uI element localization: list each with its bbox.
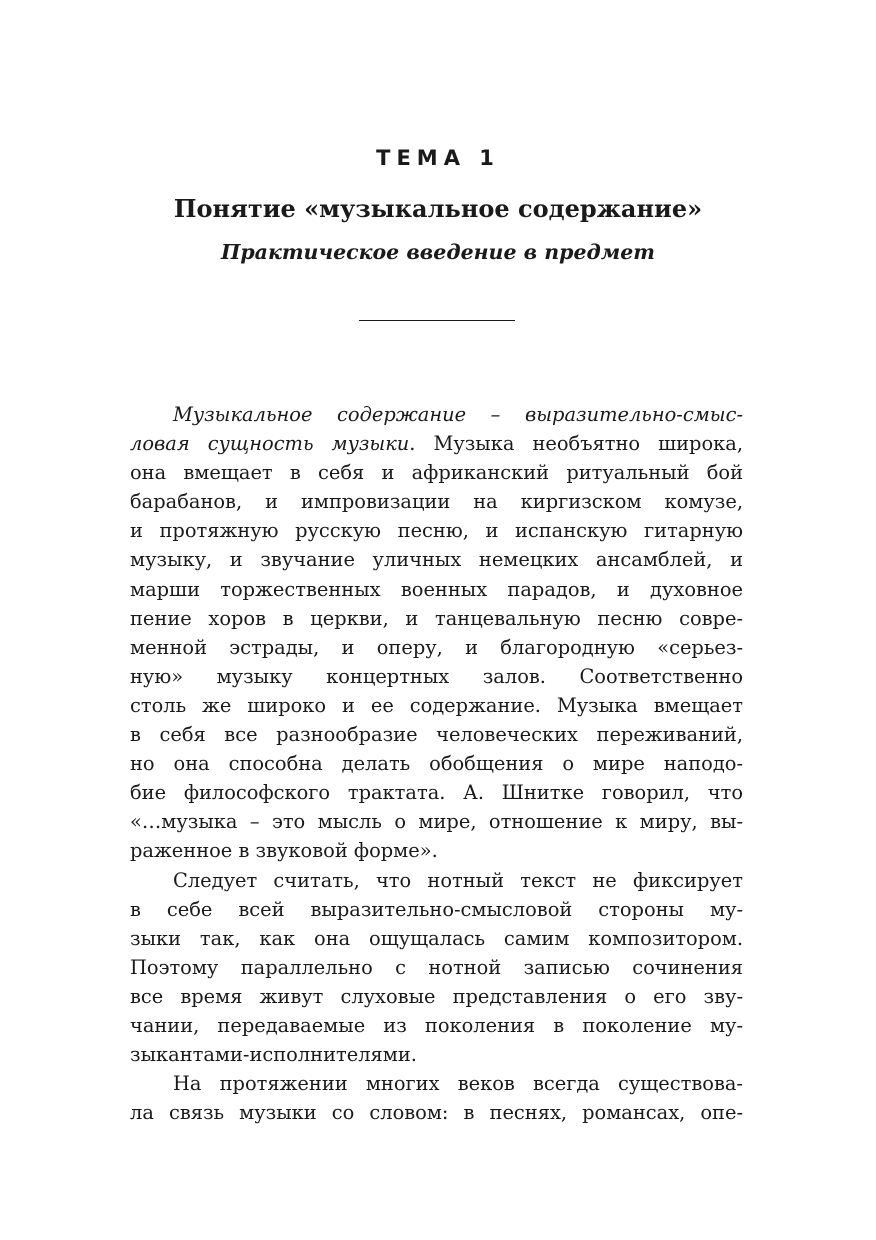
text-line: пение хоров в церкви, и танцевальную песню совре- (130, 606, 743, 630)
term-emphasis: ловая сущность музыки (130, 432, 410, 456)
chapter-title: Понятие «музыкальное содержание» (173, 194, 703, 223)
term-emphasis: Музыкальное содержание – выразительно-смыс- (173, 403, 743, 426)
text-line: ную» музыку концертных залов. Соответственно (130, 664, 743, 688)
text-line: марши торжественных военных парадов, и духовное (130, 577, 743, 601)
text-line: все время живут слуховые представления о его зву- (130, 984, 743, 1008)
chapter-subtitle: Практическое введение в предмет (220, 240, 655, 264)
text-line (130, 429, 743, 458)
text-line: «…музыка – это мысль о мире, отношение к миру, вы- (130, 810, 743, 834)
text-line: менной эстрады, и оперу, и благородную «серьез- (130, 635, 743, 659)
text-line: столь же широко и ее содержание. Музыка вмещает (130, 693, 743, 717)
text-line: бие философского трактата. А. Шнитке говорил, что (130, 781, 743, 805)
text-line: На протяжении многих веков всегда существова- (173, 1072, 743, 1096)
text-line: и протяжную русскую песню, и испанскую гитарную (130, 519, 743, 543)
section-divider (359, 320, 515, 321)
text-line: но она способна делать обобщения о мире наподо- (130, 752, 743, 776)
text-line: музыку, и звучание уличных немецких ансамблей, и (130, 548, 743, 572)
topic-label: ТЕМА 1 (376, 146, 500, 170)
text-line (130, 400, 743, 429)
text-line: барабанов, и импровизации на киргизском комузе, (130, 490, 743, 514)
text-line: в себя все разнообразие человеческих переживаний, (130, 723, 743, 747)
text-line: в себе всей выразительно-смысловой стороны му- (130, 897, 743, 921)
text-line: ла связь музыки со словом: в песнях, романсах, опе- (130, 1101, 743, 1125)
text-line: зыкантами-исполнителями. (130, 1043, 417, 1067)
text-line: чании, передаваемые из поколения в поколение му- (130, 1013, 743, 1037)
text-line: Поэтому параллельно с нотной записью сочинения (130, 955, 743, 979)
text-line: зыки так, как она ощущалась самим композитором. (130, 926, 743, 950)
text-line: Следует считать, что нотный текст не фиксирует (173, 868, 743, 892)
text-run: . Музыка необъятно широка, (409, 432, 743, 456)
text-line: раженное в звуковой форме». (130, 839, 438, 863)
text-line: она вмещает в себя и африканский ритуальный бой (130, 461, 743, 485)
body-text (130, 400, 743, 1127)
